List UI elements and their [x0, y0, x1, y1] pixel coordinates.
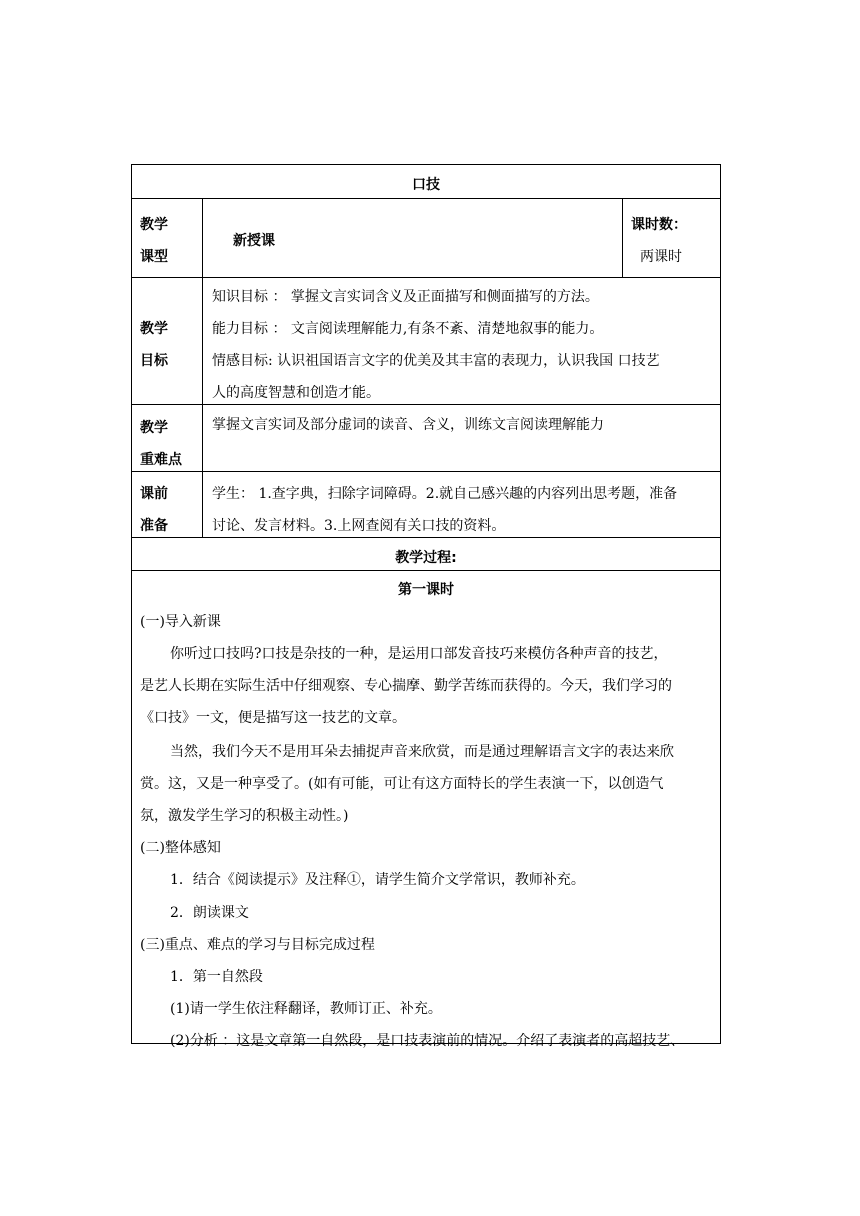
- body-line: 赏。这，又是一种享受了。(如有可能，可让有这方面特长的学生表演一下，以创造气: [140, 776, 664, 792]
- row-divider: [132, 537, 720, 538]
- row-divider: [132, 570, 720, 571]
- goal-line: 情感目标: 认识祖国语言文字的优美及其丰富的表现力，认识我国 口技艺: [212, 353, 660, 369]
- row-divider: [132, 471, 720, 472]
- prep-label: 课前: [140, 486, 168, 502]
- body-line: 1．结合《阅读提示》及注释①，请学生简介文学常识，教师补充。: [170, 872, 585, 888]
- body-line: (2)分析 ：这是文章第一自然段，是口技表演前的情况。介绍了表演者的高超技艺、: [170, 1033, 685, 1049]
- lesson-plan-table: [131, 164, 721, 1049]
- section-heading: (三)重点、难点的学习与目标完成过程: [140, 937, 375, 953]
- key-points-label: 教学: [140, 420, 168, 436]
- row-divider: [132, 277, 720, 278]
- body-line: 当然，我们今天不是用耳朵去捕捉声音来欣赏，而是通过理解语言文字的表达来欣: [170, 744, 674, 760]
- course-type-label: 教学: [140, 217, 168, 233]
- section-heading: (一)导入新课: [140, 614, 221, 630]
- lesson-title: 第一课时: [398, 582, 454, 598]
- hours-value: 两课时: [640, 249, 682, 265]
- goal-line: 知识目标 ： 掌握文言实词含义及正面描写和侧面描写的方法。: [212, 289, 599, 305]
- body-line: 氛，激发学生学习的积极主动性。): [140, 808, 349, 824]
- body-line: 1．第一自然段: [170, 969, 263, 985]
- goals-label: 目标: [140, 353, 168, 369]
- process-heading: 教学过程:: [395, 550, 457, 566]
- page-title: 口技: [412, 177, 440, 193]
- goal-line: 人的高度智慧和创造才能。: [212, 385, 380, 401]
- course-type-label: 课型: [140, 249, 168, 265]
- body-line: 是艺人长期在实际生活中仔细观察、专心揣摩、勤学苦练而获得的。今天，我们学习的: [140, 678, 672, 694]
- body-line: 《口技》一文，便是描写这一技艺的文章。: [140, 710, 406, 726]
- goals-label: 教学: [140, 321, 168, 337]
- prep-line: 讨论、发言材料。3.上网查阅有关口技的资料。: [212, 518, 506, 534]
- key-points-label: 重难点: [140, 452, 182, 468]
- body-line: 2．朗读课文: [170, 905, 249, 921]
- row-divider: [132, 404, 720, 405]
- course-type-value: 新授课: [233, 233, 275, 249]
- body-line: (1)请一学生依注释翻译，教师订正、补充。: [170, 1001, 442, 1017]
- prep-label: 准备: [140, 518, 168, 534]
- section-heading: (二)整体感知: [140, 840, 221, 856]
- hours-label: 课时数：: [631, 217, 687, 233]
- body-line: 你听过口技吗?口技是杂技的一种，是运用口部发音技巧来模仿各种声音的技艺，: [170, 646, 668, 662]
- column-divider: [202, 198, 203, 537]
- goal-line: 能力目标 ： 文言阅读理解能力,有条不紊、清楚地叙事的能力。: [212, 321, 604, 337]
- row-divider: [132, 198, 720, 199]
- column-divider: [622, 198, 623, 277]
- prep-line: 学生： 1.查字典，扫除字词障碍。2.就自己感兴趣的内容列出思考题，准备: [212, 486, 678, 502]
- key-points-text: 掌握文言实词及部分虚词的读音、含义，训练文言阅读理解能力: [212, 417, 604, 433]
